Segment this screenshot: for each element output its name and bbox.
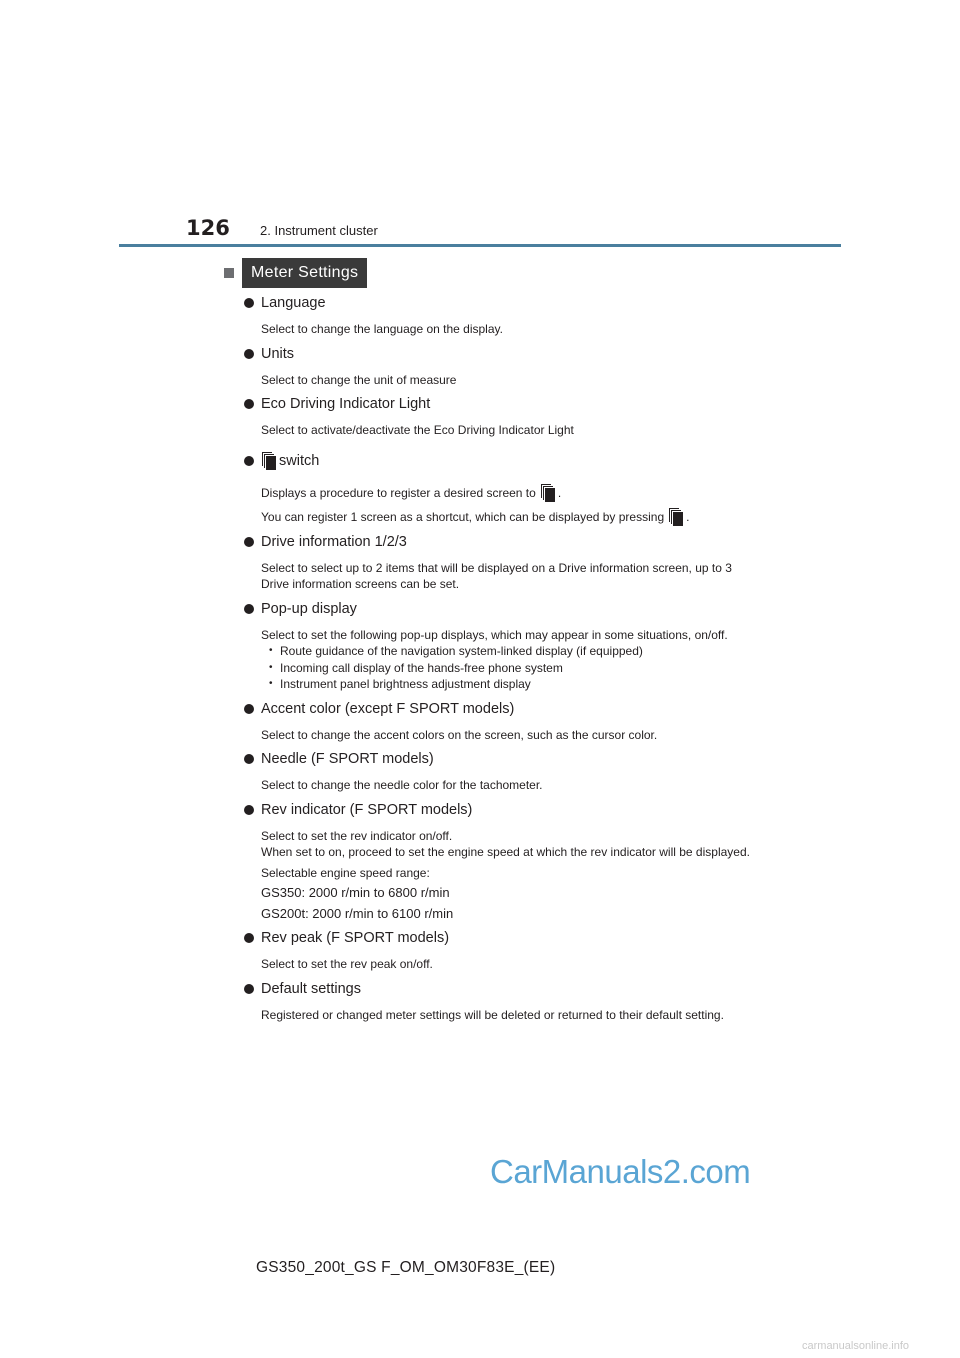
bullet-icon (244, 704, 254, 714)
bullet-icon (244, 933, 254, 943)
bullet-icon (244, 754, 254, 764)
sub-bullet-list (261, 643, 754, 693)
footer-watermark: carmanualsonline.info (802, 1340, 910, 1352)
sub-bullet-item: • Route guidance of the navigation system-linked display (if equipped) (261, 643, 754, 660)
item-description: Select to activate/deactivate the Eco Driving Indicator Light (261, 423, 574, 437)
item-title: Default settings (261, 980, 361, 997)
item-description: Select to change the needle color for the tachometer. (261, 778, 543, 792)
item-description: Displays a procedure to register a desired screen to . You can register 1 screen as a shortcut, which can be displayed by pressing . (244, 483, 754, 526)
item-title: Pop-up display (261, 600, 357, 617)
bullet-icon (244, 984, 254, 994)
list-item (244, 291, 754, 338)
settings-list (244, 291, 754, 1027)
shortcut-screens-icon (261, 451, 275, 469)
header-rule (119, 244, 841, 247)
page-number: 126 (186, 216, 230, 240)
sub-bullet-item: • Incoming call display of the hands-free phone system (261, 660, 754, 677)
shortcut-screens-icon (668, 507, 682, 525)
item-title: Needle (F SPORT models) (261, 751, 434, 767)
item-title: Accent color (except F SPORT models) (261, 700, 515, 717)
watermark-logo: CarManuals2.com (490, 1153, 751, 1190)
list-item (244, 449, 754, 526)
item-title: Drive information 1/2/3 (261, 533, 407, 550)
chapter-title: 2. Instrument cluster (260, 223, 378, 238)
list-item (244, 392, 754, 439)
item-title: Language (261, 295, 326, 311)
list-item (244, 597, 754, 693)
list-item (244, 747, 754, 794)
item-description: Select to change the unit of measure (261, 372, 457, 387)
item-description: Select to set the rev indicator on/off. When set to on, proceed to set the engine speed at which the rev indicator will be displayed. Selectable engine speed range: GS350: 2000 r/min to 6800 r/min GS200t: 2000 r/min to 6100 r/min (261, 828, 750, 921)
bullet-icon (244, 537, 254, 547)
list-item (244, 926, 754, 973)
footer-document-code: GS350_200t_GS F_OM_OM30F83E_(EE) (256, 1259, 556, 1276)
item-title: Units (261, 345, 295, 362)
section-heading (224, 258, 367, 288)
list-item (244, 342, 754, 389)
list-item (244, 798, 754, 923)
item-description: Select to change the language on the display. (261, 322, 503, 336)
sub-bullet-item: • Instrument panel brightness adjustment display (261, 676, 754, 693)
bullet-icon (244, 349, 254, 359)
bullet-icon (244, 399, 254, 409)
list-item (244, 977, 754, 1024)
bullet-icon (244, 298, 254, 308)
bullet-icon (244, 456, 254, 466)
item-description: Select to set the following pop-up displays, which may appear in some situations, on/off. • Route guidance of the navigation system-linked display (if equipped) • Incoming call display of the hands-free phone system • Instrument panel brightness adjustment display (244, 627, 754, 693)
section-heading-label: Meter Settings (242, 258, 367, 288)
square-marker-icon (224, 268, 234, 278)
shortcut-screens-icon (540, 483, 554, 501)
item-title: Rev indicator (F SPORT models) (261, 801, 473, 818)
item-title: Rev peak (F SPORT models) (261, 930, 450, 946)
item-description: Select to change the accent colors on the screen, such as the cursor color. (261, 727, 658, 742)
list-item (244, 530, 754, 593)
list-item (244, 697, 754, 744)
item-description: Select to set the rev peak on/off. (261, 957, 433, 971)
bullet-icon (244, 604, 254, 614)
item-description: Select to select up to 2 items that will be displayed on a Drive information screen, up to 3 Drive information screens can be set. (261, 560, 732, 591)
item-title: Eco Driving Indicator Light (261, 396, 431, 412)
item-title-suffix: switch (279, 452, 320, 469)
item-description: Registered or changed meter settings will be deleted or returned to their default setting. (261, 1007, 724, 1022)
bullet-icon (244, 805, 254, 815)
